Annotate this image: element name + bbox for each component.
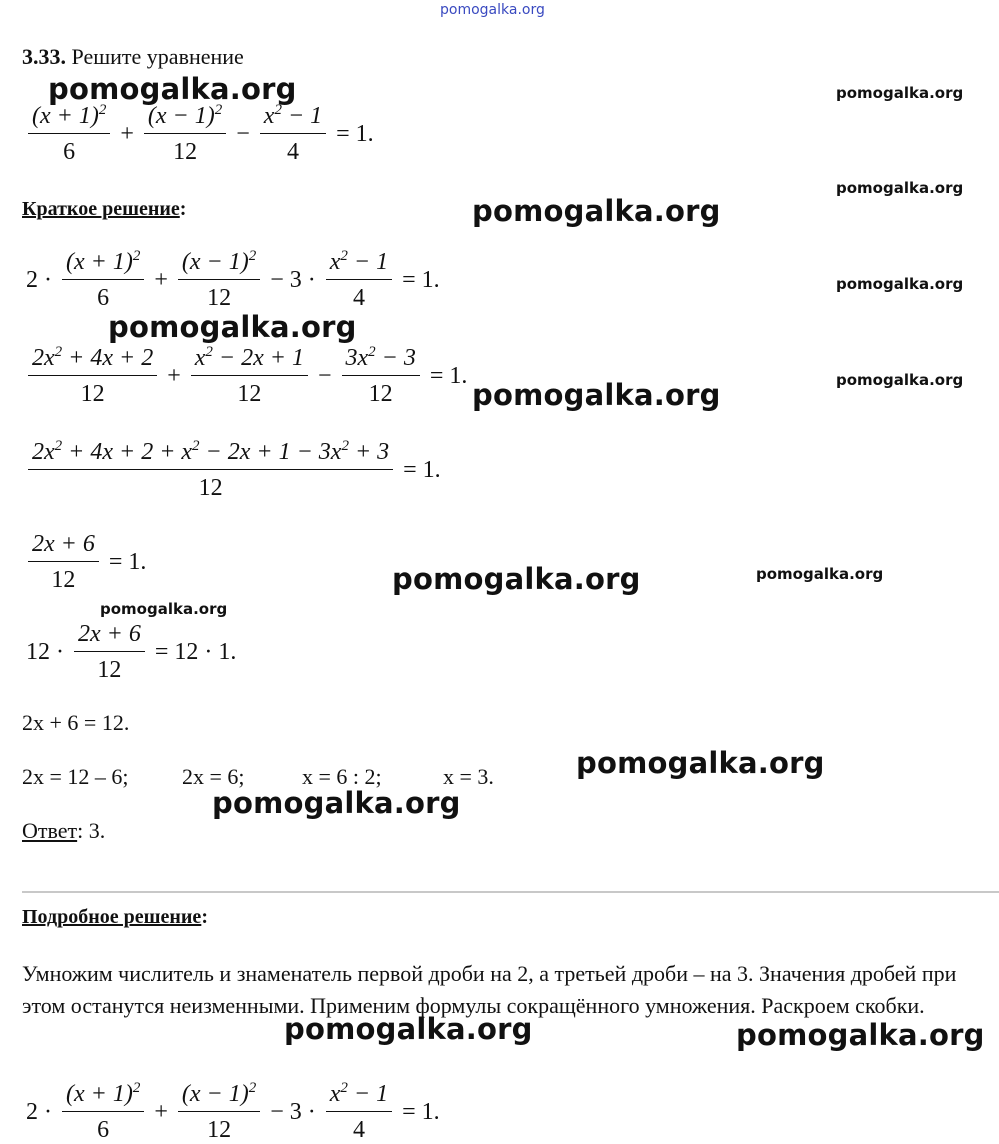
- watermark: pomogalka.org: [576, 746, 825, 780]
- equation-step-7: 2x = 12 – 6;: [22, 764, 129, 789]
- fraction: $\frac{(x + 1)^2}{6}$: [62, 250, 144, 310]
- fraction: $\frac{x^2 - 1}{4}$: [326, 1082, 392, 1142]
- watermark: pomogalka.org: [108, 310, 357, 344]
- detailed-solution-text: Умножим числитель и знаменатель первой дроби на 2, а третьей дроби – на 3. Значения дробей при этом останутся неизменными. Применим формулы сокращённого умножения. Раскроем скобки.: [22, 961, 957, 1018]
- watermark-small: pomogalka.org: [756, 565, 884, 583]
- fraction: $\frac{x^2 - 1}{4}$: [326, 250, 392, 310]
- fraction: $\frac{x^2 - 1}{4}$: [260, 104, 326, 164]
- watermark: pomogalka.org: [48, 72, 297, 106]
- fraction: $\frac{x^2 - 2x + 1}{12}$: [191, 346, 308, 406]
- problem-number: 3.33.: [22, 44, 66, 69]
- equation-given: $\frac{(x + 1)^2}{6}$ + $\frac{(x - 1)^2}{12}$ − $\frac{x^2 - 1}{4}$ = 1.: [22, 104, 378, 164]
- section-divider: [22, 891, 999, 893]
- equation-step-2: $\frac{2x^2 + 4x + 2}{12}$ + $\frac{x^2 - 2x + 1}{12}$ − $\frac{3x^2 - 3}{12}$ = 1.: [22, 346, 471, 406]
- fraction: $\frac{(x + 1)^2}{6}$: [62, 1082, 144, 1142]
- fraction: $\frac{(x - 1)^2}{12}$: [178, 250, 260, 310]
- equation-step-6: 2x + 6 = 12.: [22, 710, 130, 735]
- fraction: $\frac{(x + 1)^2}{6}$: [28, 104, 110, 164]
- watermark-top: pomogalka.org: [440, 2, 545, 18]
- watermark: pomogalka.org: [212, 786, 461, 820]
- short-solution-heading: Краткое решение:: [22, 198, 187, 220]
- equation-step-7d: x = 3.: [443, 764, 494, 789]
- equation-step-3: $\frac{2x^2 + 4x + 2 + x^2 - 2x + 1 - 3x^2 + 3}{12}$ = 1.: [22, 440, 445, 500]
- answer-value: : 3.: [77, 818, 106, 843]
- watermark: pomogalka.org: [284, 1012, 533, 1046]
- watermark-small: pomogalka.org: [836, 179, 964, 197]
- equation-step-4: $\frac{2x + 6}{12}$ = 1.: [22, 532, 150, 592]
- fraction: $\frac{(x - 1)^2}{12}$: [178, 1082, 260, 1142]
- watermark-small: pomogalka.org: [836, 371, 964, 389]
- problem-header: [22, 44, 244, 70]
- equation-step-7b: 2x = 6;: [182, 764, 245, 789]
- fraction: $\frac{2x + 6}{12}$: [74, 622, 145, 682]
- fraction: $\frac{(x - 1)^2}{12}$: [144, 104, 226, 164]
- problem-title: Решите уравнение: [71, 44, 244, 69]
- equation-step-7c: x = 6 : 2;: [302, 764, 382, 789]
- fraction: $\frac{2x^2 + 4x + 2}{12}$: [28, 346, 157, 406]
- equation-step-1: 2 · $\frac{(x + 1)^2}{6}$ + $\frac{(x - 1)^2}{12}$ − 3 · $\frac{x^2 - 1}{4}$ = 1.: [26, 248, 440, 311]
- watermark: pomogalka.org: [392, 562, 641, 596]
- answer-label: Ответ: [22, 818, 78, 843]
- equation-step-5: 12 · $\frac{2x + 6}{12}$ = 12 · 1.: [26, 621, 237, 683]
- watermark-small: pomogalka.org: [836, 84, 964, 102]
- detailed-solution-heading: Подробное решение:: [22, 906, 208, 928]
- watermark-small: pomogalka.org: [100, 600, 228, 618]
- watermark: pomogalka.org: [472, 194, 721, 228]
- equation-detailed-1: 2 · $\frac{(x + 1)^2}{6}$ + $\frac{(x - 1)^2}{12}$ − 3 · $\frac{x^2 - 1}{4}$ = 1.: [26, 1080, 440, 1143]
- watermark: pomogalka.org: [736, 1018, 985, 1052]
- watermark: pomogalka.org: [472, 378, 721, 412]
- answer: [22, 818, 105, 844]
- fraction: $\frac{3x^2 - 3}{12}$: [342, 346, 420, 406]
- watermark-small: pomogalka.org: [836, 275, 964, 293]
- fraction: $\frac{2x + 6}{12}$: [28, 532, 99, 592]
- fraction: $\frac{2x^2 + 4x + 2 + x^2 - 2x + 1 - 3x^2 + 3}{12}$: [28, 440, 393, 500]
